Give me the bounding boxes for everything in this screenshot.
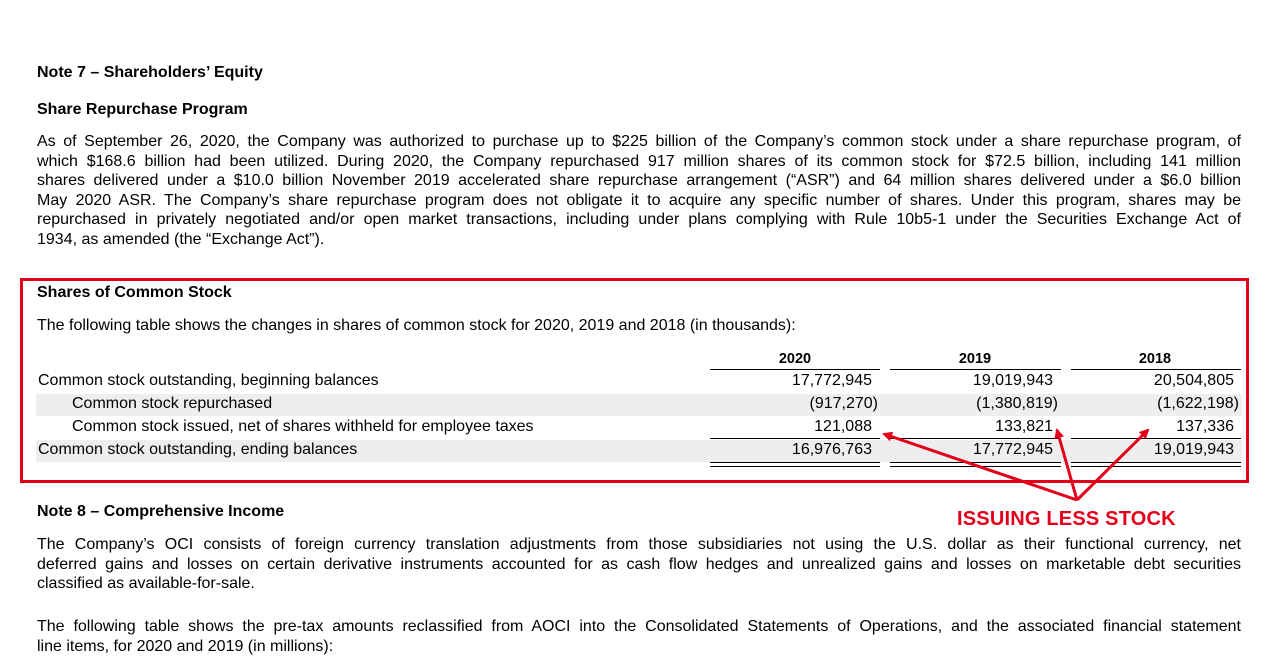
column-header-2018: 2018 bbox=[1070, 351, 1240, 367]
cell-2019: 133,821 bbox=[995, 418, 1053, 436]
arrow-to-2019 bbox=[1057, 430, 1077, 500]
row-label: Common stock repurchased bbox=[72, 395, 272, 413]
cell-2020: 121,088 bbox=[814, 418, 872, 436]
reclassification-paragraph bbox=[37, 617, 1241, 656]
note-7-title: Note 7 – Shareholders’ Equity bbox=[37, 64, 263, 82]
shares-table-intro: The following table shows the changes in shares of common stock for 2020, 2019 and 2018 (in thousands): bbox=[37, 316, 1241, 336]
row-label: Common stock outstanding, ending balances bbox=[38, 441, 357, 459]
cell-2020: 17,772,945 bbox=[792, 372, 872, 390]
paragraph-line: The Company’s OCI consists of foreign currency translation adjustments from those subsidiaries not using the U.S. dollar as their functional currency, net bbox=[37, 535, 1241, 555]
cell-2020: (917,270) bbox=[810, 395, 879, 413]
row-label: Common stock outstanding, beginning balances bbox=[38, 372, 379, 390]
arrow-to-2020 bbox=[884, 434, 1077, 500]
cell-2019: (1,380,819) bbox=[976, 395, 1058, 413]
cell-2018: 19,019,943 bbox=[1154, 441, 1234, 459]
comprehensive-income-paragraph bbox=[37, 535, 1241, 594]
paragraph-line: repurchased in privately negotiated and/or open market transactions, including under plans complying with Rule 10b5-1 under the Securities Exchange Act of bbox=[37, 210, 1241, 230]
cell-2019: 17,772,945 bbox=[973, 441, 1053, 459]
shares-table-title: Shares of Common Stock bbox=[37, 284, 232, 302]
paragraph-line: May 2020 ASR. The Company’s share repurchase program does not obligate it to acquire any specific number of shares. Under this program, shares may be bbox=[37, 191, 1241, 211]
column-header-2019: 2019 bbox=[890, 351, 1060, 367]
paragraph-line: 1934, as amended (the “Exchange Act”). bbox=[37, 230, 1241, 250]
row-label: Common stock issued, net of shares withheld for employee taxes bbox=[72, 418, 534, 436]
paragraph-line: The following table shows the pre-tax amounts reclassified from AOCI into the Consolidated Statements of Operations, and the associated financial statement bbox=[37, 617, 1241, 637]
note-8-title: Note 8 – Comprehensive Income bbox=[37, 503, 284, 521]
cell-2019: 19,019,943 bbox=[973, 372, 1053, 390]
cell-2018: 137,336 bbox=[1176, 418, 1234, 436]
cell-2020: 16,976,763 bbox=[792, 441, 872, 459]
cell-2018: (1,622,198) bbox=[1157, 395, 1239, 413]
arrow-to-2018 bbox=[1077, 430, 1148, 500]
paragraph-line: shares delivered under a $10.0 billion November 2019 accelerated share repurchase arrangement (“ASR”) and 64 million shares delivered under a $6.0 billion bbox=[37, 171, 1241, 191]
paragraph-line: which $168.6 billion had been utilized. During 2020, the Company repurchased 917 million shares of its common stock for $72.5 billion, including 141 million bbox=[37, 152, 1241, 172]
paragraph-line: As of September 26, 2020, the Company was authorized to purchase up to $225 billion of the Company’s common stock under a share repurchase program, of bbox=[37, 132, 1241, 152]
issuing-less-stock-annotation: ISSUING LESS STOCK bbox=[957, 508, 1176, 531]
column-header-2020: 2020 bbox=[710, 351, 880, 367]
paragraph-line: deferred gains and losses on certain derivative instruments accounted for as cash flow hedges and unrealized gains and losses on marketable debt securities bbox=[37, 555, 1241, 575]
paragraph-line: classified as available-for-sale. bbox=[37, 574, 1241, 594]
share-repurchase-subtitle: Share Repurchase Program bbox=[37, 101, 248, 119]
paragraph-line: line items, for 2020 and 2019 (in millions): bbox=[37, 637, 1241, 656]
cell-2018: 20,504,805 bbox=[1154, 372, 1234, 390]
